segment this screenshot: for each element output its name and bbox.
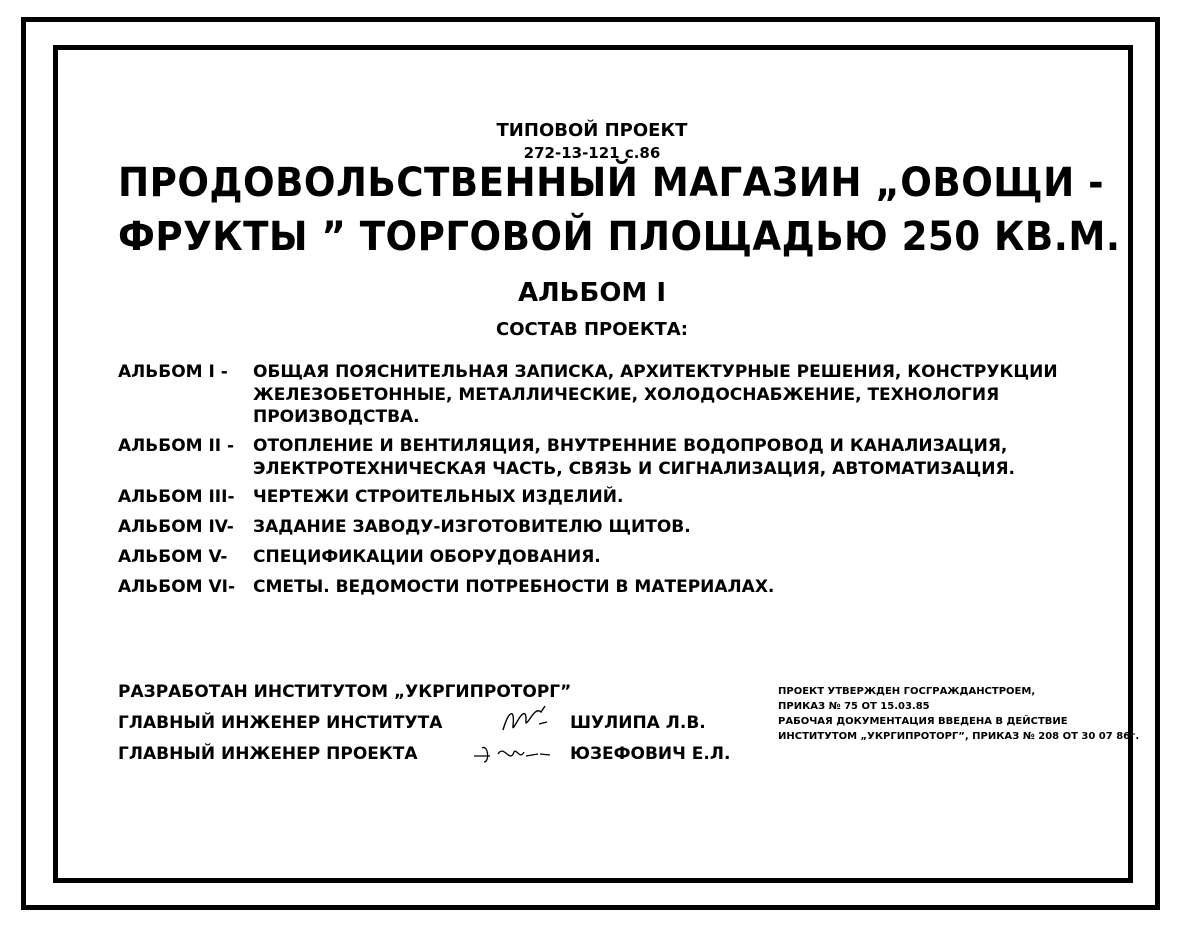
album-5-label: АЛЬБОМ V-	[118, 547, 228, 567]
album-1-label: АЛЬБОМ I -	[118, 362, 228, 382]
album-4-label: АЛЬБОМ IV-	[118, 517, 234, 537]
album-3-label: АЛЬБОМ III-	[118, 487, 235, 507]
approval-line-1: ПРОЕКТ УТВЕРЖДЕН ГОСГРАЖДАНСТРОЕМ,	[778, 686, 1036, 697]
album-2-line-2: ЭЛЕКТРОТЕХНИЧЕСКАЯ ЧАСТЬ, СВЯЗЬ И СИГНАЛИЗАЦИЯ, АВТОМАТИЗАЦИЯ.	[253, 459, 1016, 479]
album-1-line-2: ЖЕЛЕЗОБЕТОННЫЕ, МЕТАЛЛИЧЕСКИЕ, ХОЛОДОСНАБЖЕНИЕ, ТЕХНОЛОГИЯ	[253, 385, 1000, 405]
album-1-line-3: ПРОИЗВОДСТВА.	[253, 407, 420, 427]
album-heading: АЛЬБОМ I	[517, 278, 667, 308]
signature-yuzefovich	[470, 738, 560, 768]
chief-engineer-project-label: ГЛАВНЫЙ ИНЖЕНЕР ПРОЕКТА	[118, 744, 418, 764]
album-5-line-1: СПЕЦИФИКАЦИИ ОБОРУДОВАНИЯ.	[253, 547, 601, 567]
project-type-label: ТИПОВОЙ ПРОЕКТ	[496, 120, 688, 141]
album-6-label: АЛЬБОМ VI-	[118, 577, 236, 597]
title-line-1: ПРОДОВОЛЬСТВЕННЫЙ МАГАЗИН „ОВОЩИ -	[118, 160, 1104, 206]
title-line-2: ФРУКТЫ ” ТОРГОВОЙ ПЛОЩАДЬЮ 250 КВ.М.	[118, 214, 1121, 260]
approval-line-2: ПРИКАЗ № 75 ОТ 15.03.85	[778, 701, 930, 712]
developed-by: РАЗРАБОТАН ИНСТИТУТОМ „УКРГИПРОТОРГ”	[118, 682, 572, 702]
project-number: 272-13-121 с.86	[523, 144, 661, 162]
composition-heading: СОСТАВ ПРОЕКТА:	[496, 319, 688, 340]
chief-engineer-institute-label: ГЛАВНЫЙ ИНЖЕНЕР ИНСТИТУТА	[118, 713, 443, 733]
chief-engineer-institute-name: ШУЛИПА Л.В.	[570, 713, 706, 733]
album-4-line-1: ЗАДАНИЕ ЗАВОДУ-ИЗГОТОВИТЕЛЮ ЩИТОВ.	[253, 517, 691, 537]
album-2-line-1: ОТОПЛЕНИЕ И ВЕНТИЛЯЦИЯ, ВНУТРЕННИЕ ВОДОПРОВОД И КАНАЛИЗАЦИЯ,	[253, 436, 1008, 456]
album-2-label: АЛЬБОМ II -	[118, 436, 235, 456]
approval-line-4: ИНСТИТУТОМ „УКРГИПРОТОРГ”, ПРИКАЗ № 208 ОТ 30 07 86г.	[778, 731, 1140, 742]
album-3-line-1: ЧЕРТЕЖИ СТРОИТЕЛЬНЫХ ИЗДЕЛИЙ.	[253, 487, 624, 507]
signature-shulipa	[495, 700, 555, 740]
album-6-line-1: СМЕТЫ. ВЕДОМОСТИ ПОТРЕБНОСТИ В МАТЕРИАЛАХ.	[253, 577, 775, 597]
approval-line-3: РАБОЧАЯ ДОКУМЕНТАЦИЯ ВВЕДЕНА В ДЕЙСТВИЕ	[778, 716, 1068, 727]
album-1-line-1: ОБЩАЯ ПОЯСНИТЕЛЬНАЯ ЗАПИСКА, АРХИТЕКТУРНЫЕ РЕШЕНИЯ, КОНСТРУКЦИИ	[253, 362, 1058, 382]
chief-engineer-project-name: ЮЗЕФОВИЧ Е.Л.	[570, 744, 731, 764]
